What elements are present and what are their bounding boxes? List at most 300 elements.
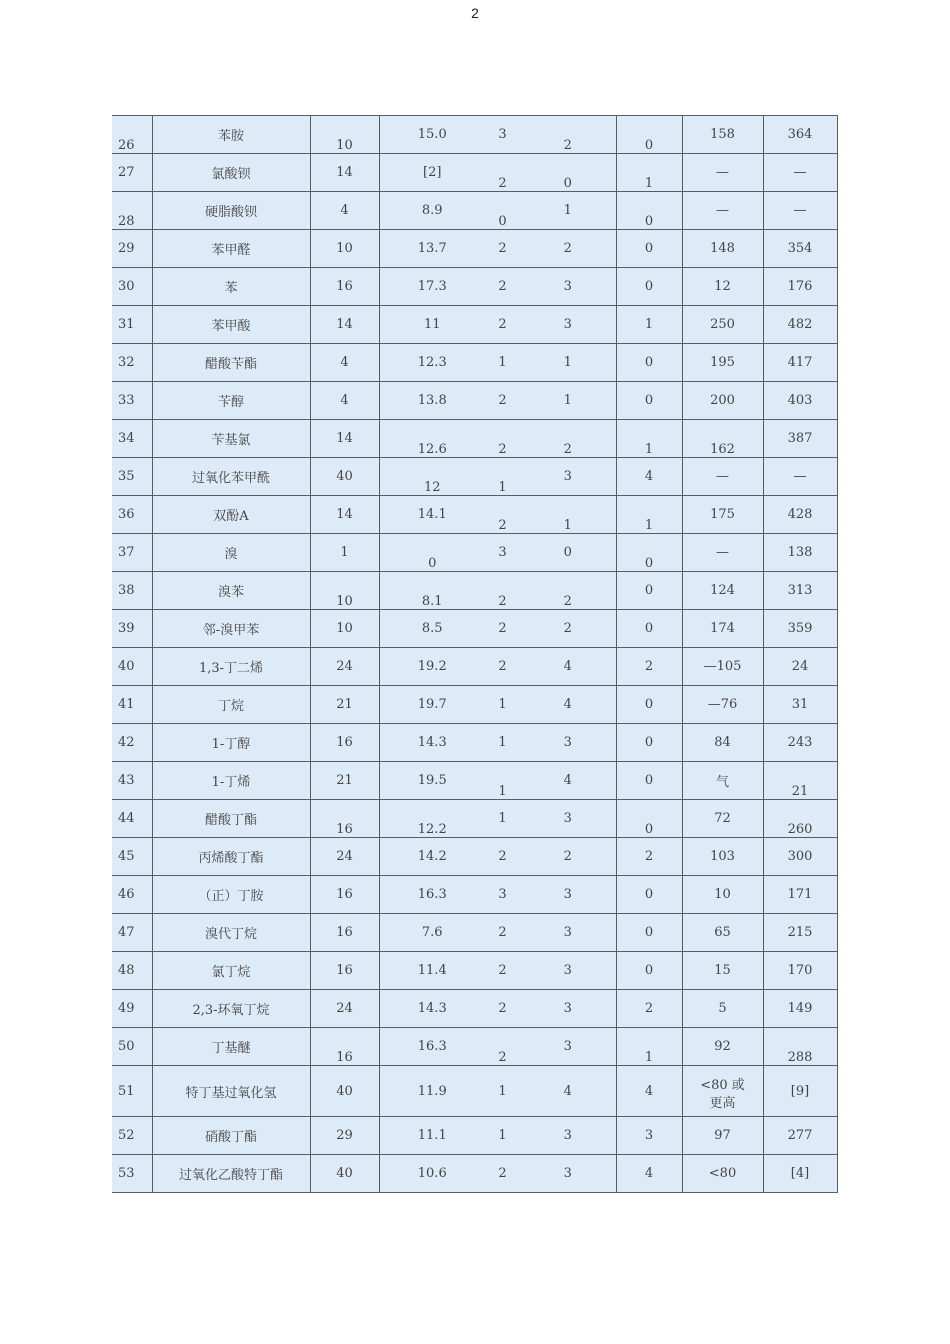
cell-value: 10: [336, 621, 353, 636]
table-row: [112, 914, 837, 952]
cell-value: 苯甲醛: [211, 243, 251, 258]
cell-value: 171: [787, 887, 813, 902]
cell-value: 103: [710, 849, 735, 864]
table-row: [112, 382, 837, 420]
cell-value: 387: [787, 431, 813, 446]
cell-value: 174: [710, 621, 735, 636]
cell-b: [379, 382, 485, 420]
cell-value: 138: [787, 545, 813, 560]
cell-value: 51: [118, 1083, 135, 1099]
cell-value: 29: [118, 241, 135, 256]
cell-no: [112, 762, 152, 800]
cell-a: [310, 192, 379, 230]
cell-value: 2: [498, 393, 507, 408]
cell-value: 14.3: [417, 1001, 447, 1016]
cell-name: [152, 1155, 310, 1193]
cell-value: 215: [787, 925, 813, 940]
cell-value: 124: [710, 583, 735, 598]
cell-value: —: [793, 203, 807, 218]
cell-d: [520, 306, 616, 344]
cell-value: 49: [118, 1001, 135, 1016]
cell-value: —: [793, 165, 807, 180]
cell-value: 149: [787, 1001, 813, 1016]
cell-value: 170: [787, 963, 813, 978]
cell-e: [616, 496, 682, 534]
cell-f: [682, 838, 763, 876]
cell-value: 21: [791, 784, 809, 799]
cell-b: [379, 1117, 485, 1155]
table-row: [112, 1155, 837, 1193]
table-row: [112, 952, 837, 990]
cell-e: [616, 876, 682, 914]
table-row: [112, 116, 837, 154]
cell-c: [485, 914, 520, 952]
cell-c: [485, 344, 520, 382]
cell-value: 4: [644, 1166, 654, 1181]
cell-f: [682, 1028, 763, 1066]
table-row: [112, 572, 837, 610]
cell-e: [616, 534, 682, 572]
cell-value: 12.3: [417, 355, 447, 370]
cell-name: [152, 610, 310, 648]
cell-d: [520, 648, 616, 686]
cell-f: [682, 914, 763, 952]
cell-name: [152, 990, 310, 1028]
cell-a: [310, 572, 379, 610]
cell-value: 2: [563, 241, 572, 256]
cell-value: 1: [563, 393, 572, 408]
cell-value: 11.1: [417, 1128, 447, 1143]
cell-value: 醋酸丁酯: [204, 813, 257, 828]
cell-value: 21: [336, 773, 353, 788]
cell-e: [616, 762, 682, 800]
cell-value: 0: [428, 556, 437, 571]
cell-e: [616, 572, 682, 610]
cell-value: 250: [710, 317, 735, 332]
cell-g: [763, 458, 837, 496]
cell-value: 8.1: [421, 594, 443, 609]
table-row: [112, 496, 837, 534]
cell-d: [520, 382, 616, 420]
cell-value: [2]: [423, 165, 442, 180]
cell-no: [112, 116, 152, 154]
cell-value: 0: [644, 697, 654, 712]
cell-f: [682, 724, 763, 762]
cell-no: [112, 344, 152, 382]
cell-value: 1: [498, 697, 507, 712]
cell-value: 1: [563, 203, 572, 218]
cell-g: [763, 610, 837, 648]
cell-value: 288: [787, 1050, 813, 1065]
cell-value: 7.6: [421, 925, 443, 940]
cell-value: 0: [644, 621, 654, 636]
cell-value: 364: [787, 127, 813, 142]
cell-value: 176: [787, 279, 813, 294]
cell-f: [682, 876, 763, 914]
cell-value: —76: [707, 697, 738, 712]
cell-b: [379, 420, 485, 458]
cell-value: 1: [340, 545, 349, 560]
cell-g: [763, 1155, 837, 1193]
cell-c: [485, 876, 520, 914]
table-row: [112, 230, 837, 268]
cell-value: 260: [787, 822, 813, 837]
cell-no: [112, 686, 152, 724]
cell-value: 14.3: [417, 735, 447, 750]
cell-value: 0: [563, 545, 572, 560]
cell-value: 过氧化苯甲酰: [191, 471, 270, 486]
cell-d: [520, 458, 616, 496]
cell-a: [310, 952, 379, 990]
cell-name: [152, 1066, 310, 1117]
cell-b: [379, 344, 485, 382]
cell-value: 200: [710, 393, 735, 408]
cell-value: 12: [423, 480, 441, 495]
cell-value: 3: [563, 887, 572, 902]
cell-value: 苯: [224, 281, 238, 296]
cell-name: [152, 458, 310, 496]
cell-e: [616, 192, 682, 230]
cell-name: [152, 154, 310, 192]
cell-value: 3: [563, 317, 572, 332]
cell-value: 13.8: [417, 393, 447, 408]
cell-value: 2: [563, 442, 572, 457]
cell-value: 2: [498, 317, 507, 332]
cell-b: [379, 914, 485, 952]
cell-g: [763, 192, 837, 230]
cell-value: —: [793, 469, 807, 484]
cell-c: [485, 420, 520, 458]
cell-b: [379, 496, 485, 534]
cell-no: [112, 192, 152, 230]
cell-value: 162: [710, 442, 735, 457]
cell-g: [763, 762, 837, 800]
cell-c: [485, 534, 520, 572]
cell-f: [682, 1155, 763, 1193]
cell-d: [520, 420, 616, 458]
cell-value: <80 或更高: [700, 1078, 745, 1111]
cell-value: 354: [787, 241, 813, 256]
cell-c: [485, 762, 520, 800]
cell-no: [112, 876, 152, 914]
cell-f: [682, 952, 763, 990]
cell-value: 3: [563, 963, 572, 978]
cell-name: [152, 914, 310, 952]
cell-value: 27: [118, 165, 135, 180]
cell-value: 35: [118, 469, 135, 484]
cell-name: [152, 192, 310, 230]
cell-value: 16.3: [417, 1039, 447, 1054]
cell-e: [616, 1028, 682, 1066]
cell-value: 特丁基过氧化氢: [185, 1085, 277, 1101]
cell-value: 39: [118, 621, 135, 636]
cell-f: [682, 610, 763, 648]
cell-value: 溴: [224, 547, 238, 562]
cell-name: [152, 268, 310, 306]
cell-name: [152, 116, 310, 154]
cell-value: 313: [787, 583, 813, 598]
cell-f: [682, 116, 763, 154]
cell-b: [379, 838, 485, 876]
cell-c: [485, 686, 520, 724]
cell-value: 72: [714, 811, 731, 826]
cell-value: 28: [118, 214, 135, 229]
cell-value: 0: [644, 279, 654, 294]
cell-e: [616, 686, 682, 724]
cell-c: [485, 1066, 520, 1117]
cell-value: 硝酸丁酯: [204, 1130, 257, 1145]
cell-value: 3: [563, 735, 572, 750]
cell-value: 92: [714, 1039, 731, 1054]
cell-value: 24: [791, 659, 809, 674]
cell-value: <80: [708, 1166, 737, 1181]
cell-no: [112, 1066, 152, 1117]
cell-name: [152, 572, 310, 610]
cell-b: [379, 192, 485, 230]
cell-name: [152, 230, 310, 268]
table-row: [112, 648, 837, 686]
cell-no: [112, 800, 152, 838]
cell-f: [682, 648, 763, 686]
table-row: [112, 610, 837, 648]
cell-value: 16: [336, 963, 353, 978]
cell-g: [763, 154, 837, 192]
table-row: [112, 1117, 837, 1155]
cell-value: 1: [498, 355, 507, 370]
cell-value: 29: [336, 1128, 353, 1143]
cell-g: [763, 116, 837, 154]
cell-value: 48: [118, 963, 135, 978]
cell-e: [616, 952, 682, 990]
cell-value: 3: [563, 469, 572, 484]
cell-c: [485, 154, 520, 192]
cell-value: 11: [423, 317, 441, 332]
cell-d: [520, 1066, 616, 1117]
cell-f: [682, 458, 763, 496]
cell-name: [152, 496, 310, 534]
cell-d: [520, 572, 616, 610]
cell-value: 17.3: [417, 279, 447, 294]
cell-name: [152, 876, 310, 914]
cell-f: [682, 762, 763, 800]
cell-value: 丁烷: [217, 699, 244, 714]
cell-value: 2: [498, 1050, 507, 1065]
cell-a: [310, 154, 379, 192]
cell-value: 3: [563, 1128, 572, 1143]
cell-value: 0: [644, 138, 654, 153]
cell-d: [520, 230, 616, 268]
cell-name: [152, 838, 310, 876]
cell-b: [379, 154, 485, 192]
cell-value: —: [716, 165, 729, 180]
cell-value: 4: [644, 1083, 654, 1099]
cell-f: [682, 420, 763, 458]
cell-value: 溴代丁烷: [204, 927, 257, 942]
cell-value: 26: [118, 138, 135, 153]
cell-value: 4: [644, 469, 654, 484]
cell-value: 2: [498, 279, 507, 294]
cell-g: [763, 382, 837, 420]
cell-no: [112, 914, 152, 952]
cell-a: [310, 306, 379, 344]
cell-b: [379, 648, 485, 686]
cell-value: 2: [644, 849, 654, 864]
cell-a: [310, 762, 379, 800]
cell-c: [485, 724, 520, 762]
cell-g: [763, 230, 837, 268]
cell-value: 4: [340, 393, 349, 408]
cell-value: 8.9: [421, 203, 443, 218]
cell-value: 10: [714, 887, 731, 902]
cell-value: 5: [718, 1001, 727, 1016]
cell-c: [485, 800, 520, 838]
cell-e: [616, 724, 682, 762]
cell-c: [485, 648, 520, 686]
cell-value: 苯胺: [217, 129, 244, 144]
cell-b: [379, 952, 485, 990]
cell-b: [379, 762, 485, 800]
cell-value: 1,3-丁二烯: [198, 661, 264, 676]
cell-no: [112, 1155, 152, 1193]
cell-value: —: [716, 545, 729, 560]
cell-value: 1: [498, 480, 507, 495]
cell-value: 11.4: [417, 963, 447, 978]
cell-g: [763, 686, 837, 724]
cell-value: 3: [563, 925, 572, 940]
cell-value: 30: [118, 279, 135, 294]
cell-a: [310, 990, 379, 1028]
cell-name: [152, 952, 310, 990]
cell-value: 359: [787, 621, 813, 636]
cell-c: [485, 1028, 520, 1066]
cell-value: 31: [791, 697, 809, 712]
cell-value: 0: [644, 214, 654, 229]
cell-d: [520, 952, 616, 990]
cell-g: [763, 724, 837, 762]
cell-value: 148: [710, 241, 735, 256]
cell-a: [310, 268, 379, 306]
cell-no: [112, 496, 152, 534]
cell-g: [763, 876, 837, 914]
cell-d: [520, 268, 616, 306]
cell-c: [485, 952, 520, 990]
cell-g: [763, 1066, 837, 1117]
cell-value: 3: [563, 1166, 572, 1181]
cell-name: [152, 724, 310, 762]
cell-value: [9]: [790, 1083, 810, 1099]
cell-value: 300: [787, 849, 813, 864]
cell-value: 2: [498, 963, 507, 978]
cell-f: [682, 268, 763, 306]
cell-name: [152, 382, 310, 420]
cell-e: [616, 990, 682, 1028]
cell-value: 14: [336, 507, 353, 522]
cell-b: [379, 990, 485, 1028]
cell-a: [310, 230, 379, 268]
cell-value: 24: [336, 1001, 353, 1016]
cell-value: 10: [336, 138, 353, 153]
cell-d: [520, 116, 616, 154]
cell-b: [379, 610, 485, 648]
cell-value: 14: [336, 165, 353, 180]
cell-value: 10: [336, 241, 353, 256]
cell-value: 0: [644, 735, 654, 750]
cell-f: [682, 1066, 763, 1117]
cell-f: [682, 800, 763, 838]
cell-value: 11.9: [417, 1083, 447, 1099]
cell-d: [520, 686, 616, 724]
table-row: [112, 1028, 837, 1066]
table-row: [112, 420, 837, 458]
cell-g: [763, 914, 837, 952]
cell-no: [112, 458, 152, 496]
table-row: [112, 686, 837, 724]
cell-e: [616, 154, 682, 192]
cell-value: 24: [336, 849, 353, 864]
cell-d: [520, 534, 616, 572]
cell-g: [763, 420, 837, 458]
cell-g: [763, 268, 837, 306]
cell-e: [616, 610, 682, 648]
cell-value: 10: [336, 594, 353, 609]
cell-a: [310, 914, 379, 952]
cell-no: [112, 610, 152, 648]
cell-no: [112, 534, 152, 572]
cell-name: [152, 306, 310, 344]
cell-value: 2: [644, 1001, 654, 1016]
cell-d: [520, 800, 616, 838]
cell-value: 2: [498, 621, 507, 636]
cell-value: 31: [118, 317, 135, 332]
cell-d: [520, 496, 616, 534]
cell-e: [616, 648, 682, 686]
cell-f: [682, 1117, 763, 1155]
cell-name: [152, 762, 310, 800]
cell-f: [682, 686, 763, 724]
cell-value: 1: [498, 1083, 507, 1099]
cell-value: 158: [710, 127, 735, 142]
chemical-data-table: [112, 115, 838, 1193]
cell-value: 53: [118, 1166, 135, 1181]
cell-value: 0: [644, 241, 654, 256]
cell-d: [520, 344, 616, 382]
cell-value: 苄醇: [217, 395, 244, 410]
cell-value: 1: [644, 317, 654, 332]
cell-value: 16: [336, 822, 353, 837]
cell-g: [763, 344, 837, 382]
cell-no: [112, 990, 152, 1028]
cell-value: 482: [787, 317, 813, 332]
cell-value: 2: [563, 594, 572, 609]
cell-value: 43: [118, 773, 135, 788]
cell-a: [310, 1117, 379, 1155]
cell-b: [379, 306, 485, 344]
cell-a: [310, 1066, 379, 1117]
cell-e: [616, 800, 682, 838]
cell-value: 2: [498, 1001, 507, 1016]
cell-a: [310, 876, 379, 914]
cell-value: 40: [336, 1083, 353, 1099]
cell-c: [485, 458, 520, 496]
cell-value: 16: [336, 925, 353, 940]
cell-value: 16: [336, 887, 353, 902]
cell-a: [310, 534, 379, 572]
cell-value: 37: [118, 545, 135, 560]
cell-c: [485, 572, 520, 610]
cell-name: [152, 1117, 310, 1155]
table-row: [112, 1066, 837, 1117]
cell-value: 1: [644, 518, 654, 533]
